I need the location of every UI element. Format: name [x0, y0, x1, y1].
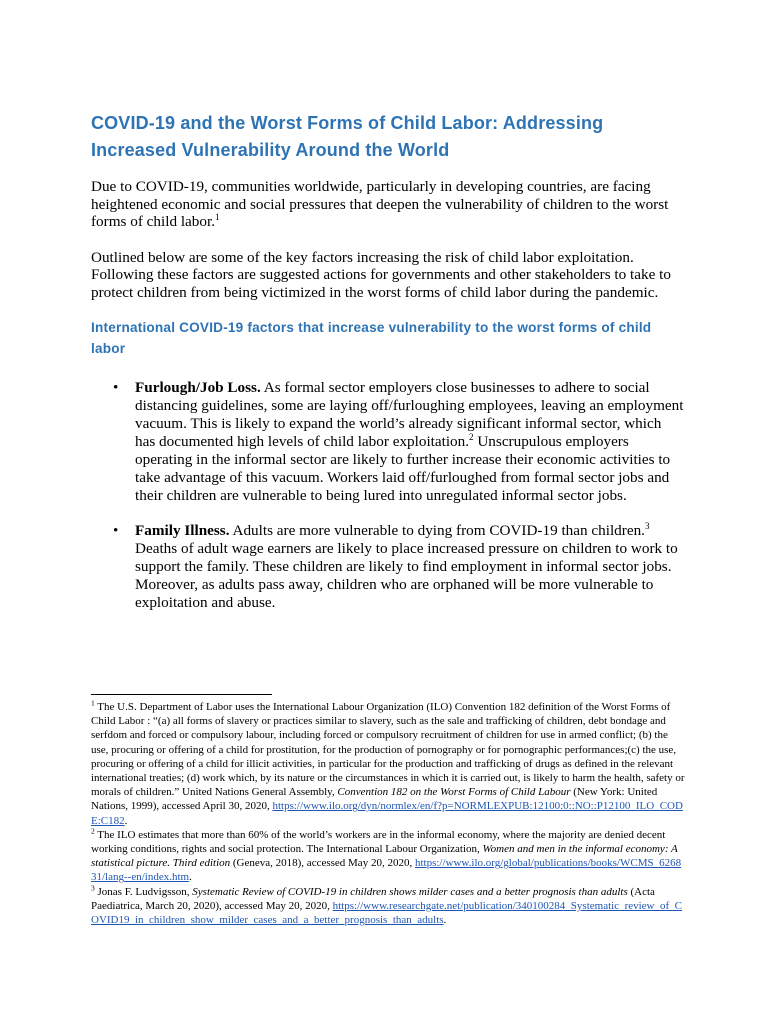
footnote-2 — [91, 828, 685, 885]
list-item-heading: Furlough/Job Loss. — [135, 378, 261, 396]
footnote-citation-title: Women and men in the informal economy: A statistical picture. Third edition — [91, 843, 678, 870]
footnote-ref-3[interactable]: 3 — [644, 520, 650, 531]
list-item — [91, 522, 685, 612]
intro-text: Due to COVID-19, communities worldwide, particularly in developing countries, are facing heightened economic and social pressures that deepen the vulnerability of children to the worst forms of child labor. — [91, 178, 669, 231]
footnote-text: The ILO estimates that more than 60% of the world’s workers are in the informal economy, where the majority are denied decent working conditions, rights and social protection. The International Labour Organization, — [91, 828, 666, 856]
footnote-end: . — [124, 814, 128, 827]
footnote-citation-title: Systematic Review of COVID-19 in children shows milder cases and a better prognosis than adults — [192, 885, 628, 898]
list-item-body-continued: Deaths of adult wage earners are likely to place increased pressure on children to work to support the family. These children are likely to find employment in informal sector jobs. Moreover, as adults pass away, children who are orphaned will be more vulnerable to exploitation and abuse. — [135, 539, 678, 611]
list-item-body: As formal sector employers close businesses to adhere to social distancing guidelines, some are laying off/furloughing employees, leaving an employment vacuum. This is likely to expand the world’s already significant informal sector, which has documented high levels of child labor exploitation. — [135, 378, 684, 450]
footnote-link[interactable]: https://www.researchgate.net/publication/340100284_Systematic_review_of_COVID19_in_children_show_milder_cases_and_a_better_prognosis_than_adults — [91, 899, 682, 927]
intro-paragraph — [91, 178, 685, 231]
list-item-text — [135, 379, 683, 504]
outline-paragraph: Outlined below are some of the key factors increasing the risk of child labor exploitation. Following these factors are suggested actions for governments and other stakeholders to take to protect children from being victimized in the worst forms of child labor during the pandemic. — [91, 248, 671, 301]
footnote-number: 2 — [91, 826, 95, 836]
section-heading: International COVID-19 factors that increase vulnerability to the worst forms of child labor — [91, 319, 652, 356]
footnote-end: . — [189, 871, 192, 884]
document-title: COVID-19 and the Worst Forms of Child Labor: Addressing Increased Vulnerability Around the World — [91, 113, 604, 160]
footnote-number: 3 — [91, 882, 95, 892]
footnote-citation-title: Convention 182 on the Worst Forms of Child Labour — [337, 786, 571, 799]
bullet-dot-icon: • — [113, 378, 119, 396]
footnote-text-after: (Acta Paediatrica, March 20, 2020), accessed May 20, 2020, — [91, 885, 655, 912]
list-item-text — [135, 522, 678, 611]
footnote-text: Jonas F. Ludvigsson, — [94, 885, 193, 898]
footnotes-section — [91, 700, 685, 927]
footnote-text-after: (Geneva, 2018), accessed May 20, 2020, — [230, 857, 413, 870]
list-item-heading: Family Illness. — [135, 521, 230, 539]
footnote-link[interactable]: https://www.ilo.org/global/publications/books/WCMS_626831/lang--en/index.htm — [91, 857, 682, 884]
bullet-dot-icon: • — [113, 521, 119, 539]
footnote-ref-1[interactable]: 1 — [215, 212, 220, 223]
footnote-ref-2[interactable]: 2 — [469, 431, 474, 442]
document-body — [91, 110, 685, 612]
footnote-end: . — [443, 914, 447, 927]
factor-list — [91, 379, 685, 612]
footnote-text-after: (New York: United Nations, 1999), accessed April 30, 2020, — [91, 786, 658, 813]
footnote-3 — [91, 882, 685, 928]
footnote-number: 1 — [91, 698, 95, 708]
footnote-divider — [91, 694, 272, 695]
footnote-1 — [91, 700, 685, 828]
footnote-link[interactable]: https://www.ilo.org/dyn/normlex/en/f?p=NORMLEXPUB:12100:0::NO::P12100_ILO_CODE:C182 — [91, 800, 683, 827]
footnote-text: The U.S. Department of Labor uses the International Labour Organization (ILO) Convention 182 definition of the Worst Forms of Child Labor : “(a) all forms of slavery or practices similar to slavery, such as the sale and trafficking of children, debt bondage and serfdom and forced or compulsory labour, including forced or compulsory recruitment of children for use in armed conflict; (b) the use, procuring or offering of a child for prostitution, for the production of pornography or for pornographic performances;(c) the use, procuring or offering of a child for illicit activities, in particular for the production and trafficking of drugs as defined in the relevant international treaties; (d) work which, by its nature or the circumstances in which it is carried out, is likely to harm the health, safety or morals of children.” United Nations General Assembly, — [91, 701, 685, 799]
list-item — [91, 379, 685, 505]
list-item-body-continued: Unscrupulous employers operating in the informal sector are likely to further increase their economic activities to take advantage of this vacuum. Workers laid off/furloughed from formal sector jobs and their children are vulnerable to being lured into unregulated informal sector jobs. — [135, 432, 671, 504]
list-item-body: Adults are more vulnerable to dying from COVID-19 than children. — [229, 521, 645, 539]
